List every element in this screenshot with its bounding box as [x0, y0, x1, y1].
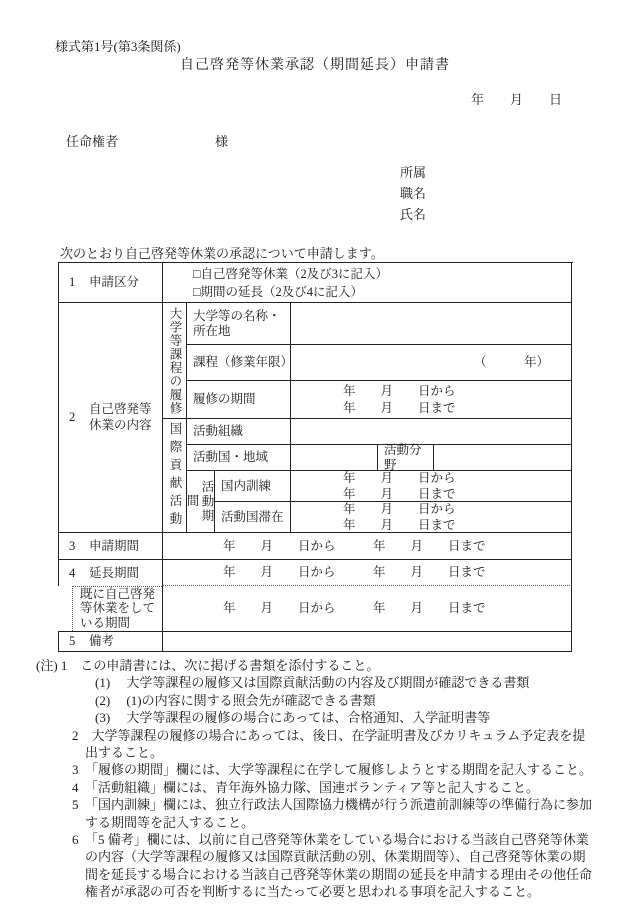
university-name-input-cell[interactable] — [291, 303, 572, 345]
row2-number: 2 — [69, 410, 76, 424]
row2-label-cell — [58, 303, 163, 533]
domestic-training-dates-cell — [291, 471, 572, 502]
row1-label-cell — [58, 263, 163, 303]
date-line: 年 月 日 — [470, 92, 562, 107]
row5-number: 5 — [69, 634, 76, 648]
row3-label-cell — [58, 533, 163, 560]
study-period-label: 履修の期間 — [187, 381, 291, 419]
application-period-cell: 年 月 日から 年 月 日まで — [163, 533, 572, 560]
university-group-vertical-label: 大学等課程の履修 — [163, 303, 187, 419]
course-label: 課程（修業年限） — [187, 345, 291, 381]
row3-label: 申請期間 — [89, 538, 140, 553]
addressee-suffix: 様 — [215, 134, 229, 149]
course-years-suffix: （ 年） — [473, 355, 549, 369]
row1-label: 申請区分 — [89, 275, 140, 289]
row3-number: 3 — [69, 538, 76, 553]
activity-field-input-cell[interactable] — [434, 445, 572, 471]
note-item-1-1: (1) 大学等課程の履修又は国際貢献活動の内容及び期間が確認できる書類 — [95, 675, 530, 691]
activity-country-input-cell[interactable] — [291, 445, 378, 471]
note-lead: (注) 1 この申請書には、次に掲げる書類を添付すること。 — [36, 658, 380, 673]
checkbox-option-extension[interactable]: □期間の延長（2及び4に記入） — [193, 284, 364, 299]
affiliation-label: 所属 — [400, 165, 427, 180]
note-item-1-2: (2) (1)の内容に関する照会先が確認できる書類 — [95, 692, 376, 708]
name-label: 氏名 — [400, 207, 427, 222]
note-item-4: 4 「活動組織」欄には、青年海外協力隊、国連ボランティア等と記入すること。 — [72, 779, 539, 795]
application-type-cell — [163, 263, 572, 303]
row4-label: 延長期間 — [89, 565, 140, 580]
checkbox-option-leave[interactable]: □自己啓発等休業（2及び3に記入） — [193, 266, 389, 281]
date-to-line: 年 月 日まで — [343, 518, 456, 532]
domestic-training-label: 国内訓練 — [215, 471, 291, 502]
note-item-5: 5 「国内訓練」欄には、独立行政法人国際協力機構が行う派遣前訓練等の準備行為に参加する期間等を記入すること。 — [72, 797, 593, 830]
note-item-2: 2 大学等課程の履修の場合にあっては、後日、在学証明書及びカリキュラム予定表を提出すること。 — [72, 727, 586, 761]
page-title: 自己啓発等休業承認（期間延長）申請書 — [180, 58, 450, 73]
activity-period-vertical-label: 活動期間 — [187, 471, 215, 533]
position-label: 職名 — [400, 186, 427, 201]
note-item-6: 6 「5 備考」欄には、以前に自己啓発等休業をしている場合における当該自己啓発等休業の内容（大学等課程の履修又は国際貢献活動の別、休業期間等）、自己啓発等休業の期間を延長する場合における当該自己啓発等休業の期間の延長を申請する理由その他任命権者が承認の可否を判断するに当たって必要と思われる事項を記入すること。 — [72, 832, 593, 900]
university-name-label: 大学等の名称・所在地 — [187, 303, 291, 345]
activity-field-label: 活動分野 — [378, 445, 434, 471]
country-stay-label: 活動国滞在 — [215, 502, 291, 533]
international-group-vertical-label: 国際貢献活動 — [163, 419, 187, 533]
notes-section — [36, 657, 598, 901]
form-number: 様式第1号(第3条関係) — [55, 39, 181, 54]
date-to-line: 年 月 日まで — [343, 487, 456, 501]
remarks-input-cell[interactable] — [163, 632, 572, 652]
note-item-1-3: (3) 大学等課程の履修の場合にあっては、合格通知、入学証明書等 — [95, 710, 491, 726]
signer-block — [400, 162, 426, 225]
date-from-line: 年 月 日から — [343, 470, 456, 485]
addressee-label: 任命権者 — [66, 134, 119, 149]
row1-number: 1 — [69, 275, 76, 289]
date-to-line: 年 月 日まで — [343, 400, 456, 415]
activity-org-label: 活動組織 — [187, 419, 291, 445]
date-from-line: 年 月 日から — [343, 501, 456, 516]
row5-label: 備考 — [89, 634, 115, 648]
row4-label-cell — [58, 560, 163, 586]
country-stay-dates-cell — [291, 502, 572, 533]
extension-period-cell: 年 月 日から 年 月 日まで — [163, 560, 572, 586]
intro-text: 次のとおり自己啓発等休業の承認について申請します。 — [60, 246, 384, 261]
already-on-leave-period-cell: 年 月 日から 年 月 日まで — [163, 586, 572, 632]
already-on-leave-label-cell: 既に自己啓発等休業をしている期間 — [58, 586, 163, 632]
course-input-cell[interactable] — [291, 345, 572, 381]
row2-label: 自己啓発等 休業の内容 — [89, 402, 152, 432]
date-from-line: 年 月 日から — [343, 384, 456, 398]
application-table — [58, 262, 573, 652]
row5-label-cell — [58, 632, 163, 652]
row4-number: 4 — [69, 565, 76, 580]
activity-org-input-cell[interactable] — [291, 419, 572, 445]
activity-country-label: 活動国・地域 — [187, 445, 291, 471]
note-item-3: 3 「履修の期間」欄には、大学等課程に在学して履修しようとする期間を記入すること。 — [72, 762, 593, 778]
study-period-dates-cell — [291, 381, 572, 419]
